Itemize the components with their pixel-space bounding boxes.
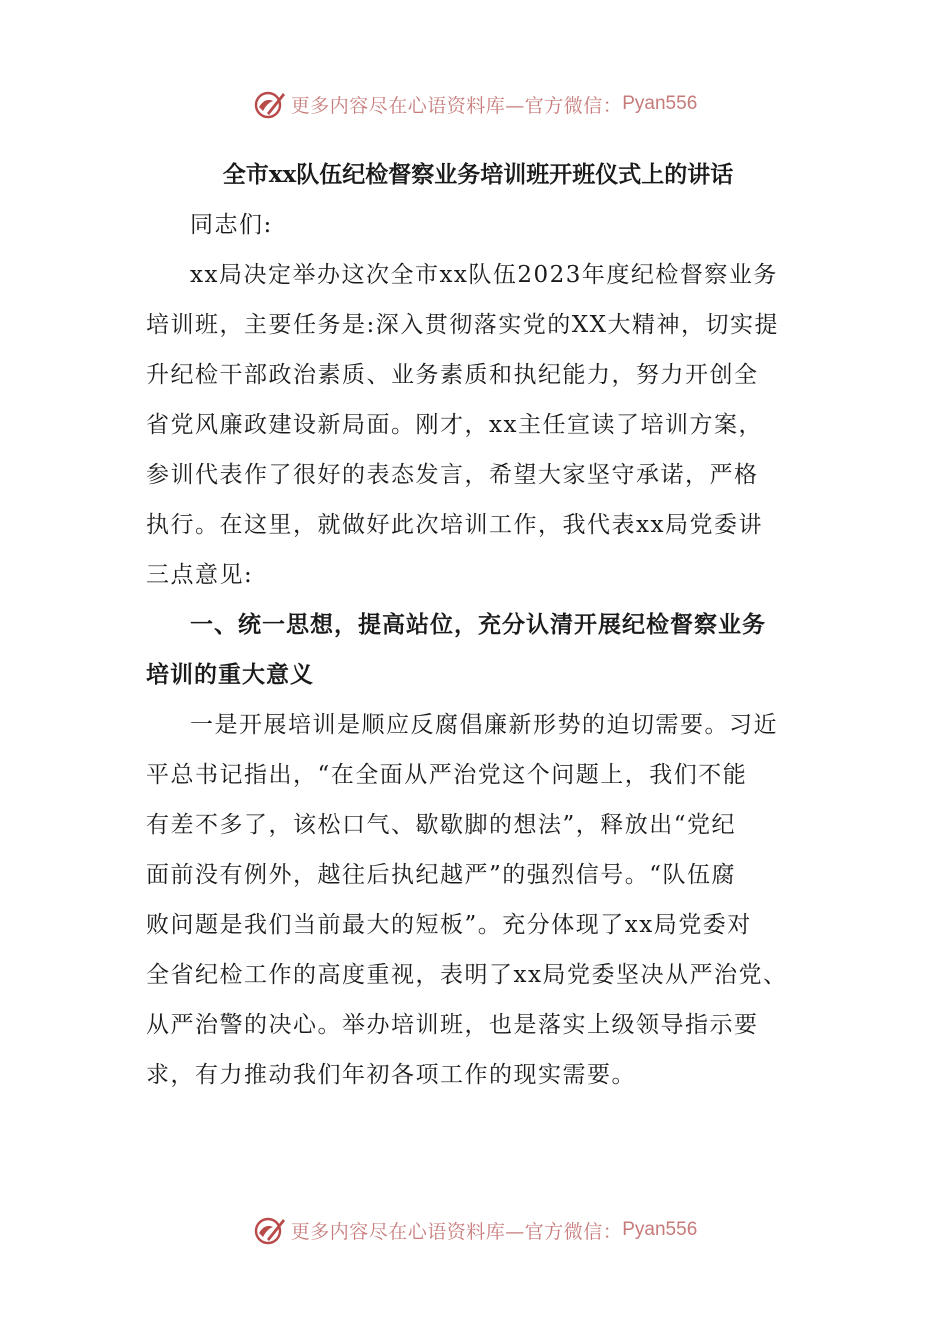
paragraph-line: 一是开展培训是顺应反腐倡廉新形势的迫切需要。习近 <box>190 712 778 738</box>
pen-logo-icon <box>253 1213 287 1247</box>
document-title: 全市xx队伍纪检督察业务培训班开班仪式上的讲话 <box>222 161 734 188</box>
paragraph-line: 平总书记指出，“在全面从严治党这个问题上，我们不能 <box>146 762 748 788</box>
paragraph-line: 从严治警的决心。举办培训班，也是落实上级领导指示要 <box>146 1012 759 1038</box>
document-body <box>146 150 810 1100</box>
paragraph-line: 有差不多了，该松口气、歇歇脚的想法”，释放出“党纪 <box>146 812 737 838</box>
watermark-header <box>0 84 950 124</box>
watermark-id: Pyan556 <box>622 93 698 114</box>
heading-line: 培训的重大意义 <box>146 661 314 688</box>
paragraph-line: 败问题是我们当前最大的短板”。充分体现了xx局党委对 <box>146 912 752 938</box>
paragraph-line: 三点意见: <box>146 562 254 588</box>
pen-logo-icon <box>253 87 287 121</box>
paragraph-line: 升纪检干部政治素质、业务素质和执纪能力，努力开创全 <box>146 362 759 388</box>
watermark-id: Pyan556 <box>622 1219 698 1240</box>
paragraph-line: 全省纪检工作的高度重视，表明了xx局党委坚决从严治党、 <box>146 962 788 988</box>
watermark-text: 更多内容尽在心语资料库—官方微信： <box>290 1220 623 1243</box>
paragraph-line: 培训班，主要任务是:深入贯彻落实党的XX大精神，切实提 <box>146 312 779 338</box>
salutation: 同志们: <box>190 212 273 238</box>
section-heading-1 <box>146 600 810 700</box>
paragraph-line: 执行。在这里，就做好此次培训工作，我代表xx局党委讲 <box>146 512 763 538</box>
paragraph-line: 面前没有例外，越往后执纪越严”的强烈信号。“队伍腐 <box>146 862 737 888</box>
watermark-text: 更多内容尽在心语资料库—官方微信： <box>290 94 623 117</box>
paragraph-line: xx局决定举办这次全市xx队伍2023年度纪检督察业务 <box>190 262 778 288</box>
paragraph-line: 求，有力推动我们年初各项工作的现实需要。 <box>146 1062 636 1088</box>
paragraph-line: 参训代表作了很好的表态发言，希望大家坚守承诺，严格 <box>146 462 759 488</box>
paragraph-2 <box>146 700 810 1100</box>
paragraph-line: 省党风廉政建设新局面。刚才，xx主任宣读了培训方案， <box>146 412 763 438</box>
heading-line: 一、统一思想，提高站位，充分认清开展纪检督察业务 <box>190 611 766 638</box>
watermark-footer <box>0 1210 950 1250</box>
paragraph-1 <box>146 250 810 600</box>
